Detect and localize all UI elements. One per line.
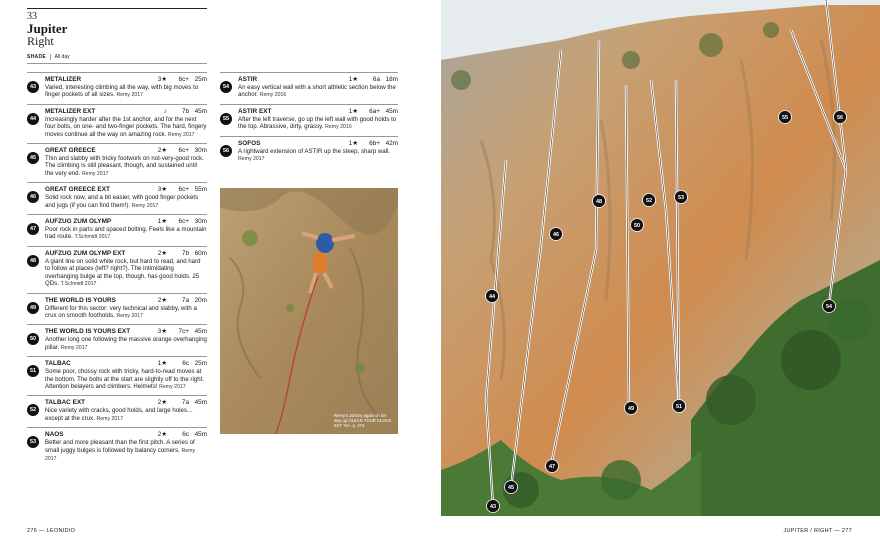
route-description-text: Poor rock in parts and spaced bolting. Feels like a mountain trad route.: [45, 226, 207, 241]
route-body: [45, 431, 207, 463]
route-name: ASTIR: [238, 76, 258, 83]
route-description-text: An easy vertical wall with a short athletic section below the anchor.: [238, 84, 396, 99]
shade-label: SHADE: [27, 54, 47, 60]
route-description: [45, 155, 207, 178]
route-header: [45, 431, 207, 439]
topo-image: [441, 0, 880, 516]
topo-badge-label: 44: [488, 294, 496, 300]
route-description-text: A rightward extension of ASTIR up the steep, sharp wall.: [238, 147, 391, 155]
route-name: GREAT GREECE EXT: [45, 186, 110, 194]
route-grade: 6c: [182, 360, 189, 368]
route-number-badge: 48: [27, 255, 39, 267]
route-body: [45, 147, 207, 178]
route-name: SOFOS: [238, 139, 261, 147]
route-grade: 6a+: [369, 107, 380, 115]
route-grade: 7c+: [178, 328, 189, 336]
route-length: 55m: [194, 186, 207, 194]
route-grade: 6c+: [178, 218, 189, 226]
route-stars: 3★: [157, 328, 167, 336]
route-name: TALBAC EXT: [45, 399, 85, 407]
route-stars: 2★: [157, 249, 167, 257]
route-stars: 1★: [157, 360, 167, 368]
route-stars: 3★: [157, 76, 167, 83]
route-first-ascent: Remy 2017: [131, 202, 159, 209]
route-body: [45, 297, 207, 321]
route-first-ascent: Remy 2017: [116, 312, 144, 319]
route-stars: ♪: [163, 107, 167, 115]
sector-header: [27, 8, 207, 64]
topo-badge-54: [823, 300, 836, 313]
route-length: 18m: [385, 76, 398, 83]
topo-badge-47: [546, 460, 559, 473]
route-name: METALIZER: [45, 76, 82, 83]
topo-badge-53: [675, 191, 688, 204]
route-header: [45, 76, 207, 84]
route-body: [45, 399, 207, 423]
route-description: [45, 258, 207, 289]
route-description: [238, 148, 398, 164]
route-entry: [27, 356, 207, 395]
route-number-badge: 54: [220, 81, 232, 93]
route-name: METALIZER EXT: [45, 107, 96, 115]
route-description: [45, 84, 207, 100]
route-entry: [27, 104, 207, 143]
topo-badge-46: [550, 228, 563, 241]
sector-number: 33: [27, 11, 37, 22]
route-length: 42m: [385, 139, 398, 147]
route-first-ascent: Remy 2017: [60, 344, 88, 351]
route-stars: 1★: [348, 139, 358, 147]
route-first-ascent: T.Schmidt 2017: [74, 234, 111, 241]
route-body: [238, 76, 398, 100]
route-description-text: Varied, interesting climbing all the way, with big moves to finger pockets of all sizes.: [45, 84, 199, 99]
route-body: [45, 186, 207, 210]
route-body: [45, 360, 207, 391]
route-length: 30m: [194, 218, 207, 226]
route-list-column-1: [27, 72, 207, 467]
route-number-badge: 52: [27, 404, 39, 416]
route-length: 25m: [194, 76, 207, 83]
route-name: AUFZUG ZUM OLYMP: [45, 218, 112, 226]
route-description-text: Different for this sector: very technical and slabby, with a crux on smooth footholds.: [45, 304, 197, 319]
route-first-ascent: Remy 2017: [96, 415, 124, 422]
route-entry: [27, 143, 207, 182]
route-number-badge: 46: [27, 191, 39, 203]
route-header: [45, 399, 207, 407]
route-description: [45, 194, 207, 210]
route-first-ascent: Remy 2016: [259, 92, 287, 99]
topo-badge-56: [834, 111, 847, 124]
route-length: 60m: [194, 249, 207, 257]
route-description: [238, 84, 398, 100]
route-description-text: Nice variety with cracks, good holds, and large holes…except at the crux.: [45, 407, 194, 422]
route-header: [238, 108, 398, 116]
route-description: [45, 336, 207, 352]
route-grade: 6c+: [178, 186, 189, 194]
route-number-badge: 49: [27, 302, 39, 314]
route-body: [45, 218, 207, 242]
route-first-ascent: Remy 2017: [167, 131, 195, 138]
crag-topo-photo: [441, 0, 880, 516]
route-body: [45, 250, 207, 289]
climber-photo: [220, 188, 398, 434]
route-stars: 2★: [157, 296, 167, 304]
route-stars: 3★: [157, 186, 167, 194]
topo-badge-label: 53: [677, 195, 685, 201]
route-description-text: Some poor, chossy rock with tricky, hard-to-read moves at the bottom. The bolts at the start are slightly off to the right. Attention belayers and climbers: Helmets!: [45, 368, 204, 390]
route-name: TALBAC: [45, 360, 71, 368]
topo-badge-51: [673, 400, 686, 413]
topo-badge-label: 54: [825, 304, 833, 310]
route-header: [45, 147, 207, 155]
route-entry: [27, 324, 207, 356]
route-grade: 7a: [181, 296, 189, 304]
route-header: [238, 76, 398, 84]
route-grade: 7b: [181, 249, 189, 257]
route-name: GREAT GREECE: [45, 147, 96, 155]
route-number-badge: 44: [27, 113, 39, 125]
route-length: 45m: [385, 107, 398, 115]
topo-badge-label: 45: [507, 485, 515, 491]
route-grade: 7a: [181, 399, 189, 407]
topo-badge-label: 51: [675, 404, 683, 410]
route-name: THE WORLD IS YOURS EXT: [45, 328, 131, 336]
route-entry: [220, 136, 398, 168]
route-entry: [220, 72, 398, 104]
route-first-ascent: Remy 2017: [159, 383, 186, 390]
route-header: [45, 250, 207, 258]
route-number-badge: 53: [27, 436, 39, 448]
route-length: 30m: [194, 147, 207, 155]
route-name: THE WORLD IS YOURS: [45, 296, 116, 304]
sector-name: Jupiter: [27, 21, 68, 36]
route-number-badge: 56: [220, 145, 232, 157]
route-stars: 2★: [157, 431, 167, 439]
route-first-ascent: Remy 2017: [238, 156, 265, 163]
route-header: [45, 360, 207, 368]
route-length: 45m: [194, 399, 207, 407]
route-grade: 6c: [182, 431, 189, 439]
route-body: [238, 108, 398, 132]
route-entry: [27, 246, 207, 293]
route-stars: 1★: [348, 107, 358, 115]
route-length: 20m: [194, 296, 207, 304]
route-header: [45, 186, 207, 194]
route-grade: 7b: [181, 107, 189, 115]
route-grade: 6c+: [178, 76, 189, 83]
route-body: [45, 108, 207, 139]
route-first-ascent: Remy 2017: [81, 170, 109, 177]
route-first-ascent: Remy 2017: [45, 447, 196, 462]
route-name: ASTIR EXT: [238, 107, 272, 115]
topo-badge-55: [779, 111, 792, 124]
route-description-text: Increasingly harder after the 1st anchor, and for the next four bolts, on one- and two-finger pockets. The hard, fingery moves continue all the way on amazing rock.: [45, 115, 207, 138]
route-length: 45m: [194, 107, 207, 115]
route-length: 45m: [194, 431, 207, 439]
topo-badge-label: 46: [552, 232, 560, 238]
topo-badge-52: [643, 194, 656, 207]
route-body: [45, 76, 207, 100]
topo-badge-label: 50: [633, 223, 641, 229]
topo-badge-48: [593, 195, 606, 208]
route-first-ascent: T.Schmidt 2017: [60, 281, 97, 288]
header-rule: [27, 8, 207, 9]
topo-badge-49: [625, 402, 638, 415]
topo-badge-label: 49: [627, 406, 635, 412]
route-entry: [27, 395, 207, 427]
route-description: [238, 116, 398, 132]
route-stars: 2★: [157, 147, 167, 155]
route-description: [45, 407, 207, 423]
route-stars: 1★: [157, 218, 167, 226]
route-number-badge: 50: [27, 333, 39, 345]
route-header: [45, 108, 207, 116]
subsector-name: Right: [27, 34, 54, 48]
route-description: [45, 305, 207, 321]
route-description-text: Better and more pleasant than the first pitch. A series of small juggy bulges is followed by balancy corners.: [45, 439, 195, 454]
route-stars: 2★: [157, 399, 167, 407]
shade-value: All day: [54, 54, 70, 60]
topo-badge-label: 56: [836, 115, 844, 121]
route-description-text: A giant line on solid white rock, but hard to read, and hard to follow at places (left? right?). The intimidating overhanging bulge at the top, though, has good holds. 25 QDs.: [45, 257, 201, 288]
shade-divider: [50, 54, 51, 60]
footer-right: JUPITER / RIGHT — 277: [783, 528, 852, 534]
topo-badge-label: 52: [645, 198, 653, 204]
topo-badge-label: 43: [489, 504, 497, 510]
topo-badge-label: 48: [595, 199, 603, 205]
climber-photo-image: [220, 188, 398, 434]
route-header: [45, 218, 207, 226]
route-first-ascent: Remy 2017: [116, 92, 144, 99]
route-header: [45, 297, 207, 305]
right-page: [440, 0, 880, 540]
topo-badge-label: 55: [781, 115, 789, 121]
route-grade: 6a: [372, 76, 380, 83]
route-description: [45, 116, 207, 139]
route-description-text: Thin and slabby with tricky footwork on not-very-good rock. The climbing is still pleasant, though, and sustained until the very end.: [45, 155, 204, 177]
route-description-text: Solid rock now, and a bit easier, with good finger pockets and jugs (if you can find them!).: [45, 194, 199, 209]
route-entry: [27, 214, 207, 246]
shade-info: [27, 54, 207, 64]
route-grade: 6c+: [178, 147, 189, 155]
topo-badge-43: [487, 500, 500, 513]
route-entry: [27, 427, 207, 467]
route-name: AUFZUG ZUM OLYMP EXT: [45, 249, 126, 257]
route-length: 25m: [194, 360, 207, 368]
route-description: [45, 368, 207, 391]
route-grade: 6b+: [369, 139, 380, 147]
route-number-badge: 47: [27, 223, 39, 235]
route-length: 45m: [194, 328, 207, 336]
route-number-badge: 51: [27, 365, 39, 377]
route-number-badge: 43: [27, 81, 39, 93]
route-description-text: Another long one following the massive orange overhanging pillar.: [45, 336, 207, 351]
topo-badge-45: [505, 481, 518, 494]
route-first-ascent: Remy 2016: [325, 124, 352, 131]
route-header: [45, 328, 207, 336]
route-entry: [220, 104, 398, 136]
route-description: [45, 439, 207, 463]
route-entry: [27, 182, 207, 214]
route-header: [238, 140, 398, 148]
route-name: NAOS: [45, 431, 64, 439]
route-list-column-2: [220, 72, 398, 167]
topo-badge-label: 47: [548, 464, 556, 470]
route-entry: [27, 293, 207, 325]
footer-left: 276 — LEONIDIO: [27, 528, 76, 534]
route-body: [238, 140, 398, 164]
route-number-badge: 45: [27, 152, 39, 164]
route-stars: 1★: [348, 76, 358, 83]
route-body: [45, 328, 207, 352]
route-description-text: After the left traverse, go up the left wall with good holds to the top. Abrassive, dirty, grassy.: [238, 115, 397, 131]
route-entry: [27, 72, 207, 104]
route-number-badge: 55: [220, 113, 232, 125]
topo-badge-50: [631, 219, 644, 232]
route-description: [45, 226, 207, 242]
topo-badge-44: [486, 290, 499, 303]
photo-caption: Remy's Johnny again on his way up OLEAN YOUR CLOCK EXT 7a+, p. 274.: [334, 413, 392, 428]
